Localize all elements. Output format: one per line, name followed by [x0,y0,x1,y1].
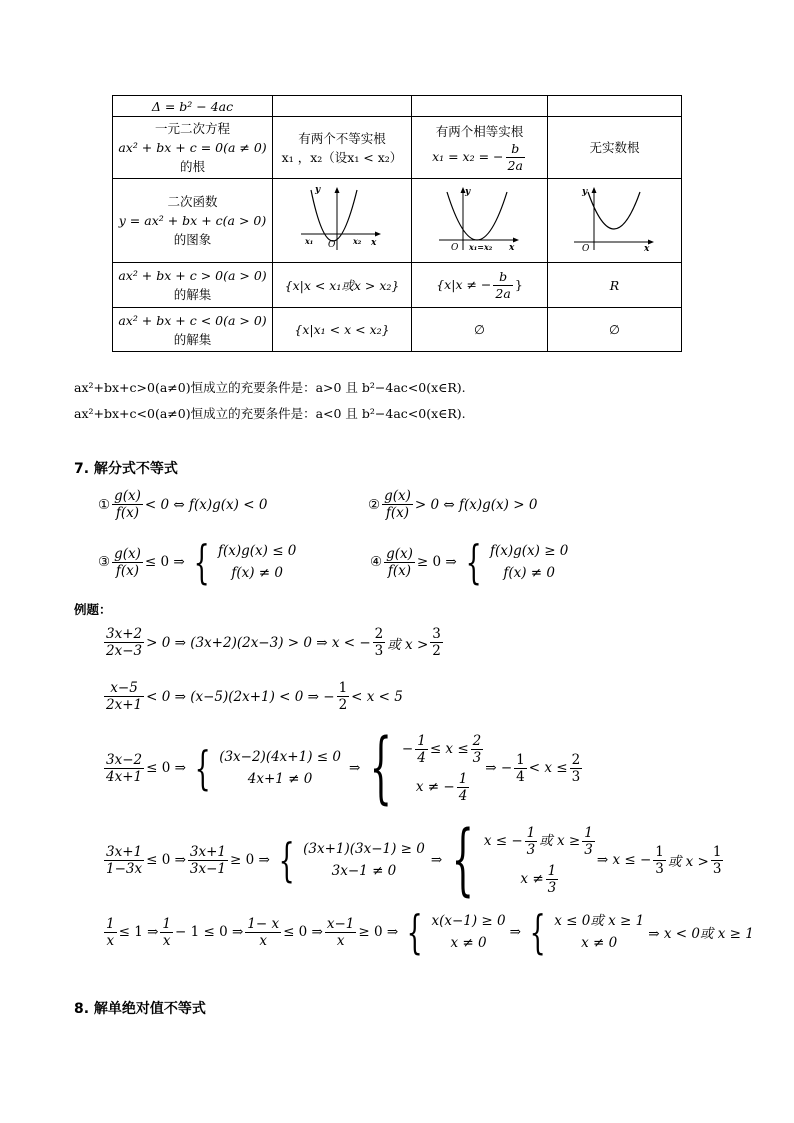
example-5: $\frac{1}{x}$ ≤ 1 ⇒ $\frac{1}{x}$ − 1 ≤ 0 ⇒ $\frac{1- x}{x}$ ≤ 0 ⇒ $\frac{x-1}{x}$ ≥ 0 ⇒ { x(x−1) ≥ 0 x ≠ 0 ⇒ { x ≤ 0或 x ≥ 1 x ≠ 0 ⇒ x < 0或 x ≥ 1 [106,905,754,959]
section-8-title: 8. 解单绝对值不等式 [74,1001,206,1017]
y-axis-label: y [581,187,587,197]
x-axis-label: x [643,244,649,252]
gt-solution-label: ax² + bx + c > 0(a > 0) 的解集 [113,263,273,308]
lt-solution-no-root: ∅ [548,308,682,352]
parabola-two-roots-graph [297,184,387,252]
x-axis-label: x [508,243,514,252]
note-negative-condition: ax²+bx+c<0(a≠0)恒成立的充要条件是：a<0 且 b²−4ac<0(x∈R). [74,406,466,421]
roots-label: 一元二次方程 ax² + bx + c = 0(a ≠ 0) 的根 [113,117,273,179]
delta-cell: Δ = b² − 4ac [113,96,273,117]
rule-1: ① $\frac{g(x)}{f(x)}$ < 0 ⇔ f(x)g(x) < 0 [98,488,268,521]
section-7-title: 7. 解分式不等式 [74,461,178,477]
x-axis-label: x [371,238,377,248]
x2-label: x₂ [353,236,362,246]
origin-label: O [450,243,458,252]
graph-two-roots [273,179,412,263]
parabola-double-root-graph [435,184,525,252]
x1-label: x₁ [305,236,314,246]
quadratic-summary-table [112,95,681,352]
lt-solution-double-root: ∅ [412,308,548,352]
example-3: $\frac{3x-2}{4x+1}$ ≤ 0 ⇒ { (3x−2)(4x+1) ≤ 0 4x+1 ≠ 0 ⇒ { − $\frac{1}{4}$ ≤ x ≤ $\frac{2}{3}$ x ≠ − $\frac{1}{4}$ ⇒ − $\frac{1}{4}$ < x ≤ $\frac{2}{3}$ [106,723,581,813]
origin-label: O [328,240,336,250]
example-2: $\frac{x-5}{2x+1}$ < 0 ⇒ (x−5)(2x+1) < 0 ⇒ − $\frac{1}{2}$ < x < 5 [106,680,403,713]
graph-no-root [548,179,682,263]
x1-equals-x2-label: x₁=x₂ [468,242,492,252]
graph-double-root [412,179,548,263]
two-distinct-roots: 有两个不等实根 x₁ ，x₂（设x₁ < x₂） [273,117,412,179]
gt-solution-double-root: {x|x ≠ − $\frac{b}{2a}$ } [412,263,548,308]
gt-solution-no-root: R [548,263,682,308]
gt-solution-two-roots: {x|x < x₁或x > x₂} [273,263,412,308]
y-axis-label: y [315,185,321,195]
rule-3: ③ $\frac{g(x)}{f(x)}$ ≤ 0 ⇒ { f(x)g(x) ≤ 0 f(x) ≠ 0 [98,535,297,589]
y-axis-label: y [464,187,470,197]
example-label: 例题： [74,602,112,617]
rule-2: ② $\frac{g(x)}{f(x)}$ > 0 ⇔ f(x)g(x) > 0 [368,488,538,521]
example-4: $\frac{3x+1}{1-3x}$ ≤ 0 ⇒ $\frac{3x+1}{3x-1}$ ≥ 0 ⇒ { (3x+1)(3x−1) ≥ 0 3x−1 ≠ 0 ⇒ { x ≤ − $\frac{1}{3}$ 或 x ≥ $\frac{1}{3}$ x ≠ $\frac{1}{3}$ ⇒ x ≤ − $\frac{1}{3}$ 或 x > $\frac{1}{3}$ [106,815,722,905]
lt-solution-label: ax² + bx + c < 0(a > 0) 的解集 [113,308,273,352]
no-real-root: 无实数根 [548,117,682,179]
graph-label: 二次函数 y = ax² + bx + c(a > 0) 的图象 [113,179,273,263]
double-root: 有两个相等实根 x₁ = x₂ = − $\frac{b}{2a}$ [412,117,548,179]
lt-solution-two-roots: {x|x₁ < x < x₂} [273,308,412,352]
example-1: $\frac{3x+2}{2x-3}$ > 0 ⇒ (3x+2)(2x−3) > 0 ⇒ x < − $\frac{2}{3}$ 或 x > $\frac{3}{2}$ [106,626,441,659]
parabola-no-root-graph [570,184,660,252]
note-positive-condition: ax²+bx+c>0(a≠0)恒成立的充要条件是：a>0 且 b²−4ac<0(x∈R). [74,380,466,395]
rule-4: ④ $\frac{g(x)}{f(x)}$ ≥ 0 ⇒ { f(x)g(x) ≥ 0 f(x) ≠ 0 [370,535,569,589]
origin-label: O [581,244,589,252]
